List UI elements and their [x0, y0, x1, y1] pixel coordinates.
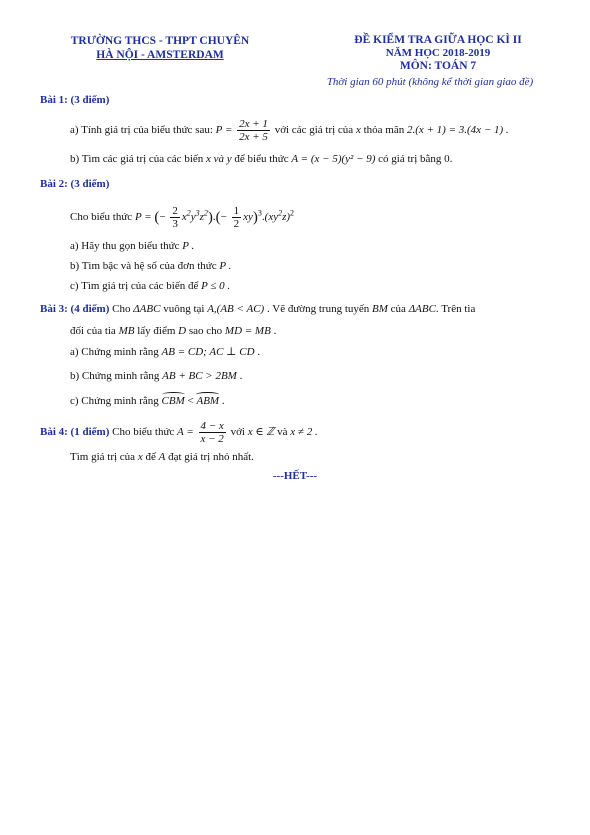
- bai4-q-t1: Tìm giá trị của: [70, 451, 136, 463]
- exam-header: [318, 34, 558, 73]
- bai3-c-text: c) Chứng minh rằng: [70, 395, 159, 407]
- bai4-question: [70, 450, 254, 464]
- bai3-c-angle1: CBM: [161, 395, 185, 407]
- bai3-b-expr: AB + BC > 2BM: [162, 370, 237, 382]
- bai3-c-end: .: [221, 395, 225, 407]
- bai4-fraction: [199, 420, 226, 445]
- bai2-frac2-num: 1: [233, 205, 240, 217]
- bai3-line1: [40, 302, 475, 316]
- bai4-cond2: x ≠ 2 .: [290, 426, 318, 439]
- bai1-b-text3: có giá trị bằng 0.: [378, 153, 453, 165]
- bai4-t2: với: [230, 426, 245, 439]
- bai3-line2: [70, 324, 276, 338]
- bai1-a-text1: a) Tính giá trị của biểu thức sau:: [70, 124, 213, 137]
- bai1-b-text1: b) Tìm các giá trị của các biến: [70, 153, 204, 165]
- bai3-l2-t4: .: [273, 325, 277, 337]
- bai1-b: [70, 152, 452, 166]
- bai1-a-num: 2x + 1: [239, 118, 268, 130]
- bai3-c: [70, 394, 225, 408]
- bai1-title: Bài 1: (3 điểm): [40, 94, 110, 106]
- bai3-b-text: b) Chứng minh rằng: [70, 370, 160, 382]
- bai3-a-text: a) Chứng minh rằng: [70, 346, 159, 358]
- bai4-title: Bài 4: (1 điểm): [40, 426, 110, 439]
- bai3-c-lt: <: [187, 395, 194, 407]
- bai3-c-angle2: ABM: [196, 395, 220, 407]
- bai2-c-text: c) Tìm giá trị của các biến để: [70, 280, 199, 292]
- bai2-c: [70, 279, 230, 293]
- bai4-lhs: A =: [177, 426, 194, 439]
- bai3-title: Bài 3: (4 điểm): [40, 303, 110, 315]
- bai2-frac2-den: 2: [233, 218, 240, 230]
- bai3-l1-t1: Cho: [112, 303, 131, 315]
- bai3-l1-t5: . Trên tia: [435, 303, 476, 315]
- bai3-b: [70, 369, 242, 383]
- bai3-l1-t3: . Vẽ đường trung tuyến: [266, 303, 370, 315]
- bai4-den: x − 2: [200, 433, 224, 445]
- bai4-line1: [40, 420, 318, 445]
- bai2-frac1-den: 3: [172, 218, 178, 230]
- bai3-l1-t4: của: [390, 303, 406, 315]
- school-line-2: HÀ NỘI - AMSTERDAM: [96, 49, 224, 61]
- bai2-frac1: [170, 205, 180, 230]
- bai2-a-text: a) Hãy thu gọn biểu thức: [70, 240, 180, 252]
- school-line-1: TRƯỜNG THCS - THPT CHUYÊN: [70, 35, 250, 47]
- bai2-intro: Cho biểu thức: [70, 211, 133, 224]
- bai1-a-x: x: [355, 124, 361, 137]
- bai2-a: [70, 239, 194, 253]
- bai3-l2-t1: đối của tia: [70, 325, 116, 337]
- bai1-a-eq: 2.(x + 1) = 3.(4x − 1) .: [406, 124, 509, 137]
- bai1-a-fraction: [237, 118, 270, 143]
- bai1-a-den: 2x + 5: [239, 131, 268, 143]
- bai2-c-cond: P ≤ 0 .: [201, 280, 231, 292]
- bai1-b-expr: A = (x − 5)(y² − 9): [291, 153, 376, 165]
- school-year: NĂM HỌC 2018-2019: [385, 47, 491, 59]
- bai3-l2-eq: MD = MB: [224, 325, 271, 337]
- bai3-l1-tri2: ΔABC: [408, 303, 436, 315]
- bai2-expression: Cho biểu thức P = (− $\frac{2}{3}$ $x^2y^3z^2).(-$ $\frac{1}{2}$ $xy)^3.(xy^2z)^2$: [70, 205, 295, 230]
- bai1-a-text3: thỏa mãn: [363, 124, 405, 137]
- end-marker: ---HẾT---: [272, 470, 318, 482]
- bai3-a: [70, 345, 260, 359]
- bai4-q-t3: đạt giá trị nhỏ nhất.: [168, 451, 254, 463]
- bai2-b-text: b) Tìm bậc và hệ số của đơn thức: [70, 260, 217, 272]
- bai2-b: [70, 259, 231, 273]
- subject: MÔN: TOÁN 7: [399, 60, 477, 72]
- bai4-t3: và: [277, 426, 288, 439]
- bai1-a: [70, 118, 509, 143]
- exam-title: ĐỀ KIỂM TRA GIỮA HỌC KÌ II: [354, 34, 522, 46]
- bai2-frac2: [232, 205, 242, 230]
- bai2-frac1-num: 2: [172, 205, 178, 217]
- bai1-a-p: P =: [215, 124, 233, 137]
- bai4-cond1: x ∈ ℤ: [247, 426, 275, 439]
- bai2-title: Bài 2: (3 điểm): [40, 178, 110, 190]
- bai3-a-expr: AB = CD; AC ⊥ CD: [161, 346, 255, 358]
- bai2-b-var: P .: [219, 260, 232, 272]
- bai4-q-t2: để: [145, 451, 156, 463]
- bai2-p: P =: [134, 211, 152, 224]
- bai3-l2-t3: sao cho: [188, 325, 223, 337]
- bai3-l1-bm: BM: [372, 303, 388, 315]
- bai4-q-x: x: [137, 451, 143, 463]
- bai1-b-vars: x và y: [206, 153, 232, 165]
- bai3-l2-d: D: [178, 325, 187, 337]
- bai4-t1: Cho biểu thức: [112, 426, 175, 439]
- school-name: [40, 34, 280, 62]
- bai1-a-text2: với các giá trị của: [274, 124, 354, 137]
- bai3-l1-t2: vuông tại: [163, 303, 205, 315]
- bai3-l2-t2: lấy điểm: [137, 325, 176, 337]
- bai4-num: 4 − x: [200, 420, 224, 432]
- bai2-a-var: P .: [182, 240, 195, 252]
- bai3-l2-mb: MB: [118, 325, 135, 337]
- bai1-b-text2: để biểu thức: [234, 153, 289, 165]
- bai4-q-a: A: [158, 451, 166, 463]
- bai3-b-end: .: [239, 370, 243, 382]
- time-note: Thời gian 60 phút (không kể thời gian giao đề): [326, 76, 534, 88]
- bai3-l1-cond: A,(AB < AC): [207, 303, 265, 315]
- bai3-a-end: .: [257, 346, 261, 358]
- bai3-l1-tri: ΔABC: [133, 303, 161, 315]
